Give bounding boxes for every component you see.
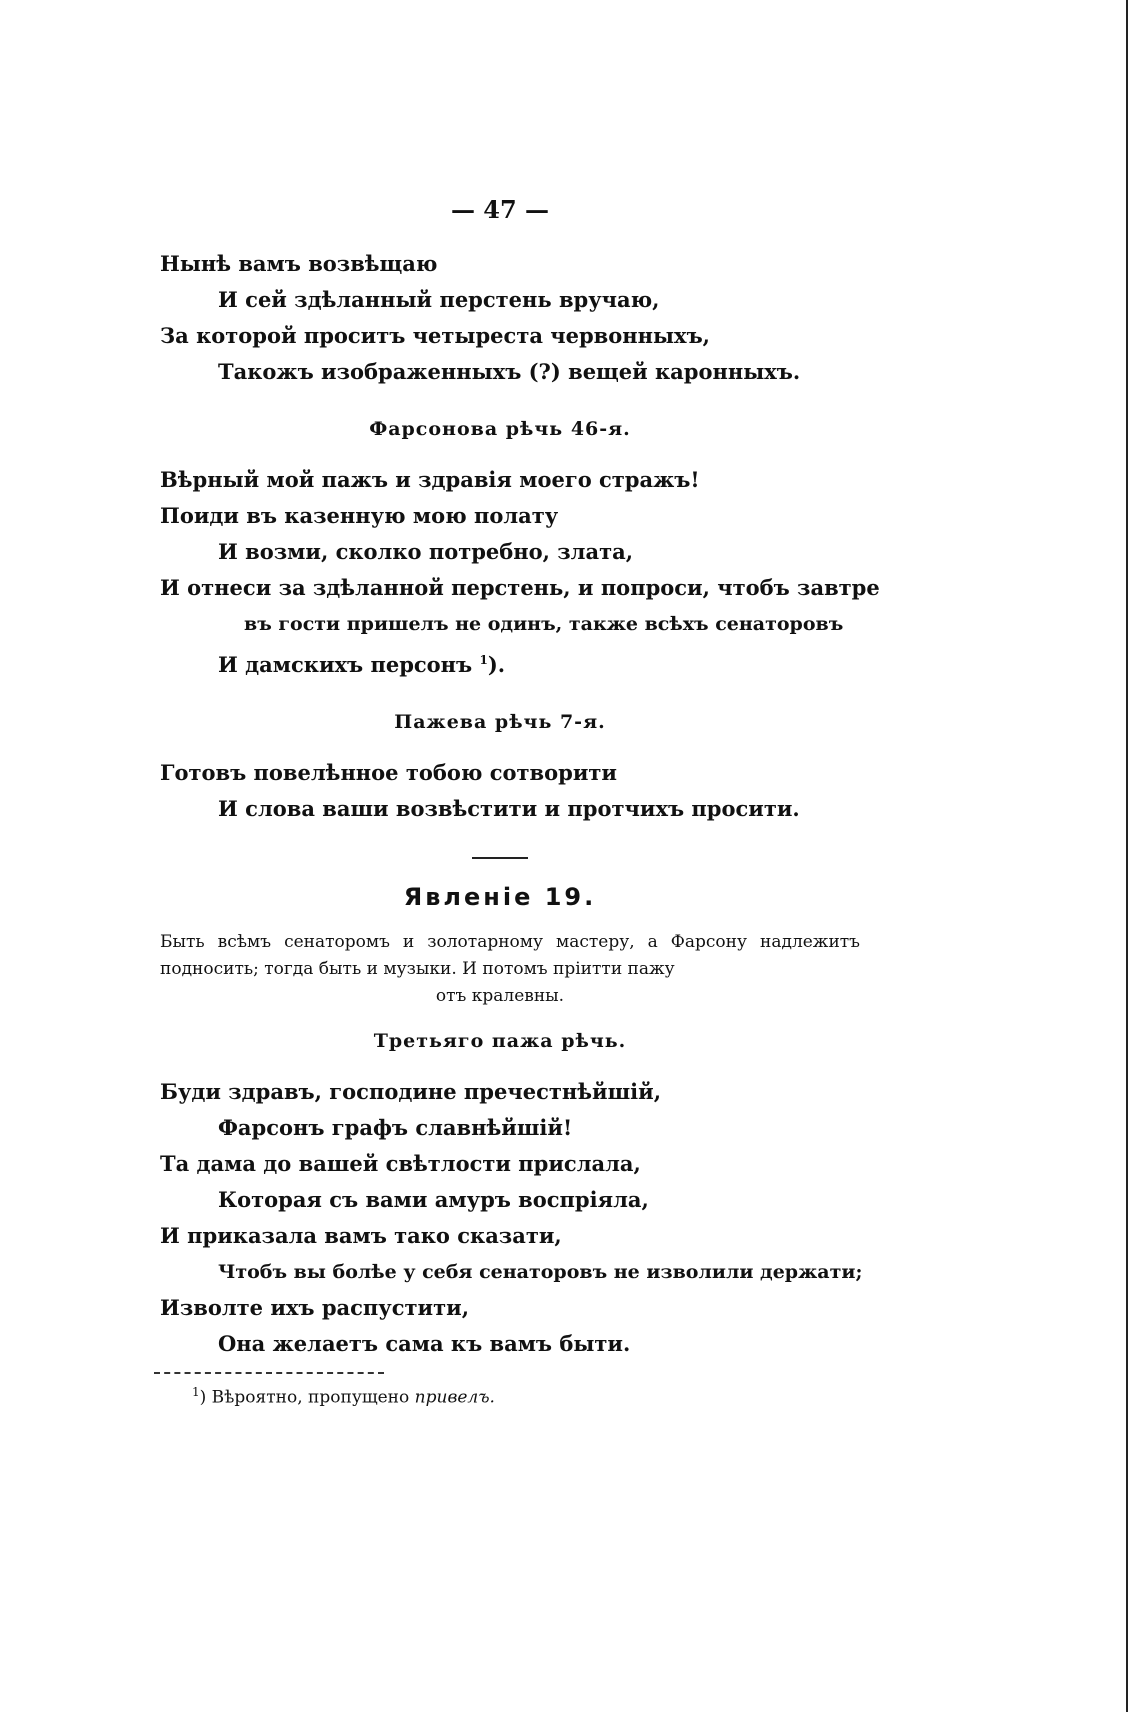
section-divider [472,857,528,859]
footnote-italic: привелъ. [414,1387,495,1408]
speaker-heading-page: Пажева рѣчь 7-я. [394,711,606,733]
verse-line: Поиди въ казенную мою полату [160,503,559,528]
footnote-marker: 1 [479,653,488,667]
verse-block-1 [160,246,880,390]
verse-line: Буди здравъ, господине пречестнѣйшій, [160,1079,662,1104]
speaker-heading-third-page: Третьяго пажа рѣчь. [373,1030,627,1052]
stage-direction: Быть всѣмъ сенаторомъ и золотарному мастеру, а Фарсону надлежитъ подносить; тогда быть и музыки. И потомъ пріитти пажу [160,932,860,979]
verse-block-3 [160,755,880,827]
verse-line: И возми, сколко потребно, злата, [218,539,634,564]
verse-line: И слова ваши возвѣстити и протчихъ просити. [218,796,800,821]
footnote-rule [154,1372,384,1375]
verse-block-4 [160,1074,880,1362]
stage-direction-end: отъ кралевны. [435,986,565,1006]
verse-line: Готовъ повелѣнное тобою сотворити [160,760,617,785]
verse-line: И отнеси за здѣланной перстень, и попроси, чтобъ завтре [160,575,880,600]
verse-line: Которая съ вами амуръ воспріяла, [218,1187,649,1212]
verse-line: За которой проситъ четыреста червонныхъ, [160,323,710,348]
scene-title: Явленіе 19. [403,883,597,911]
verse-line: Изволте ихъ распустити, [160,1295,470,1320]
verse-line: Чтобъ вы болѣе у себя сенаторовъ не изволили держати; [218,1261,863,1283]
verse-text: И дамскихъ персонъ [218,652,473,677]
verse-line: Нынѣ вамъ возвѣщаю [160,251,438,276]
verse-block-2 [160,462,880,683]
scan-edge-line [1126,0,1128,1712]
verse-line: въ гости пришелъ не одинъ, также всѣхъ сенаторовъ [244,613,844,635]
footnote-number: 1 [192,1385,200,1399]
verse-line [160,642,880,683]
verse-line: Та дама до вашей свѣтлости прислала, [160,1151,641,1176]
verse-line: Вѣрный мой пажъ и здравія моего стражъ! [160,467,700,492]
verse-line: Она желаетъ сама къ вамъ быти. [218,1331,631,1356]
footnote [160,1385,880,1408]
speaker-heading-farson: Фарсонова рѣчь 46-я. [369,418,631,440]
verse-line: Фарсонъ графъ славнѣйшій! [218,1115,573,1140]
verse-line: Такожъ изображенныхъ (?) вещей каронныхъ. [218,359,801,384]
verse-line: И приказала вамъ тако сказати, [160,1223,562,1248]
page-number: — 47 — [450,195,550,224]
book-page [160,195,880,1408]
verse-line: И сей здѣланный перстень вручаю, [218,287,660,312]
verse-text-end: ). [487,652,506,677]
footnote-text: ) Вѣроятно, пропущено [199,1387,410,1408]
